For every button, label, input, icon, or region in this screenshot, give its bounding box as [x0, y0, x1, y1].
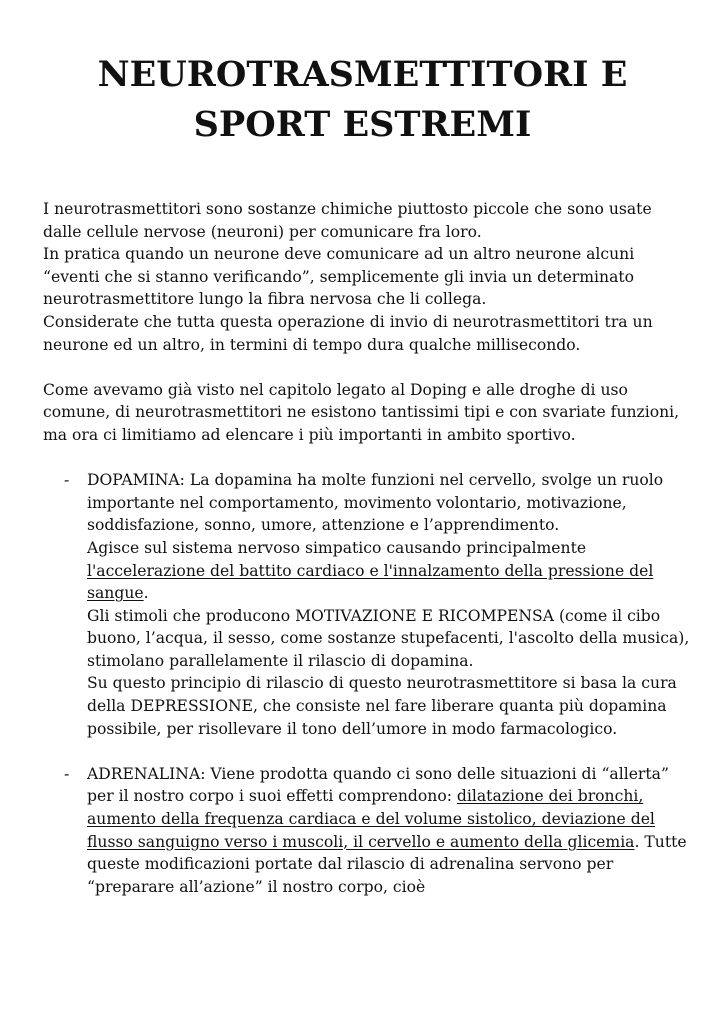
dopamina-paragraph-1: DOPAMINA: La dopamina ha molte funzioni nel cervello, svolge un ruolo importante nel comportamento, movimento volontario, motivazione, soddisfazione, sonno, umore, attenzione e l’apprendimento. — [87, 471, 664, 535]
dopamina-p2-end: . — [143, 584, 149, 603]
intro-paragraph-2: In pratica quando un neurone deve comunicare ad un altro neurone alcuni “eventi che si stanno verificando”, semplicemente gli invia un determinato neurotrasmettitore lungo la fibra nervosa che li collega. — [43, 245, 635, 309]
adrenalina-paragraph — [87, 763, 693, 899]
paragraph-spacer — [87, 740, 693, 763]
intro-paragraph-4: Come avevamo già visto nel capitolo legato al Doping e alle droghe di uso comune, di neurotrasmettitori ne esistono tantissimi tipi e con svariate funzioni, ma ora ci limitiamo ad elencare i più importanti in ambito sportivo. — [43, 380, 680, 444]
intro-paragraph-1: I neurotrasmettitori sono sostanze chimiche piuttosto piccole che sono usate dalle cellule nervose (neuroni) per comunicare fra loro. — [43, 200, 652, 241]
paragraph-spacer — [43, 447, 693, 470]
adrenalina-underlined-text: dilatazione dei bronchi, aumento della frequenza cardiaca e del volume sistolico, deviazione del flusso sanguigno verso i muscoli, il cervello e aumento della glicemia — [87, 787, 655, 851]
title-line-1: NEUROTRASMETTITORI E — [97, 54, 628, 95]
list-bullet: - — [64, 764, 70, 783]
list-item-adrenalina — [43, 763, 693, 899]
neurotransmitter-list — [43, 469, 693, 898]
dopamina-paragraph-2 — [87, 537, 693, 605]
title-line-2: SPORT ESTREMI — [193, 104, 532, 145]
page-title — [0, 50, 725, 150]
adrenalina-text-end: . Tutte queste modificazioni portate dal rilascio di adrenalina servono per “preparare all’azione” il nostro corpo, cioè — [87, 832, 687, 896]
paragraph-spacer — [43, 356, 693, 379]
dopamina-p2-text: Agisce sul sistema nervoso simpatico causando principalmente — [87, 538, 587, 557]
adrenalina-text: ADRENALINA: Viene prodotta quando ci sono delle situazioni di “allerta” per il nostro corpo i suoi effetti comprendono: — [87, 764, 669, 806]
list-bullet: - — [64, 471, 70, 490]
dopamina-underlined-text: l'accelerazione del battito cardiaco e l'innalzamento della pressione del sangue — [87, 561, 654, 603]
dopamina-paragraph-4: Su questo principio di rilascio di questo neurotrasmettitore si basa la cura della DEPRESSIONE, che consiste nel fare liberare quanta più dopamina possibile, per risollevare il tono dell’umore in modo farmacologico. — [87, 674, 677, 738]
intro-paragraph-3: Considerate che tutta questa operazione di invio di neurotrasmettitori tra un neurone ed un altro, in termini di tempo dura qualche millisecondo. — [43, 312, 653, 354]
list-item-dopamina — [43, 469, 693, 763]
document-body — [43, 198, 693, 898]
dopamina-paragraph-3: Gli stimoli che producono MOTIVAZIONE E RICOMPENSA (come il cibo buono, l’acqua, il sesso, come sostanze stupefacenti, l'ascolto della musica), stimolano parallelamente il rilascio di dopamina. — [87, 606, 690, 670]
